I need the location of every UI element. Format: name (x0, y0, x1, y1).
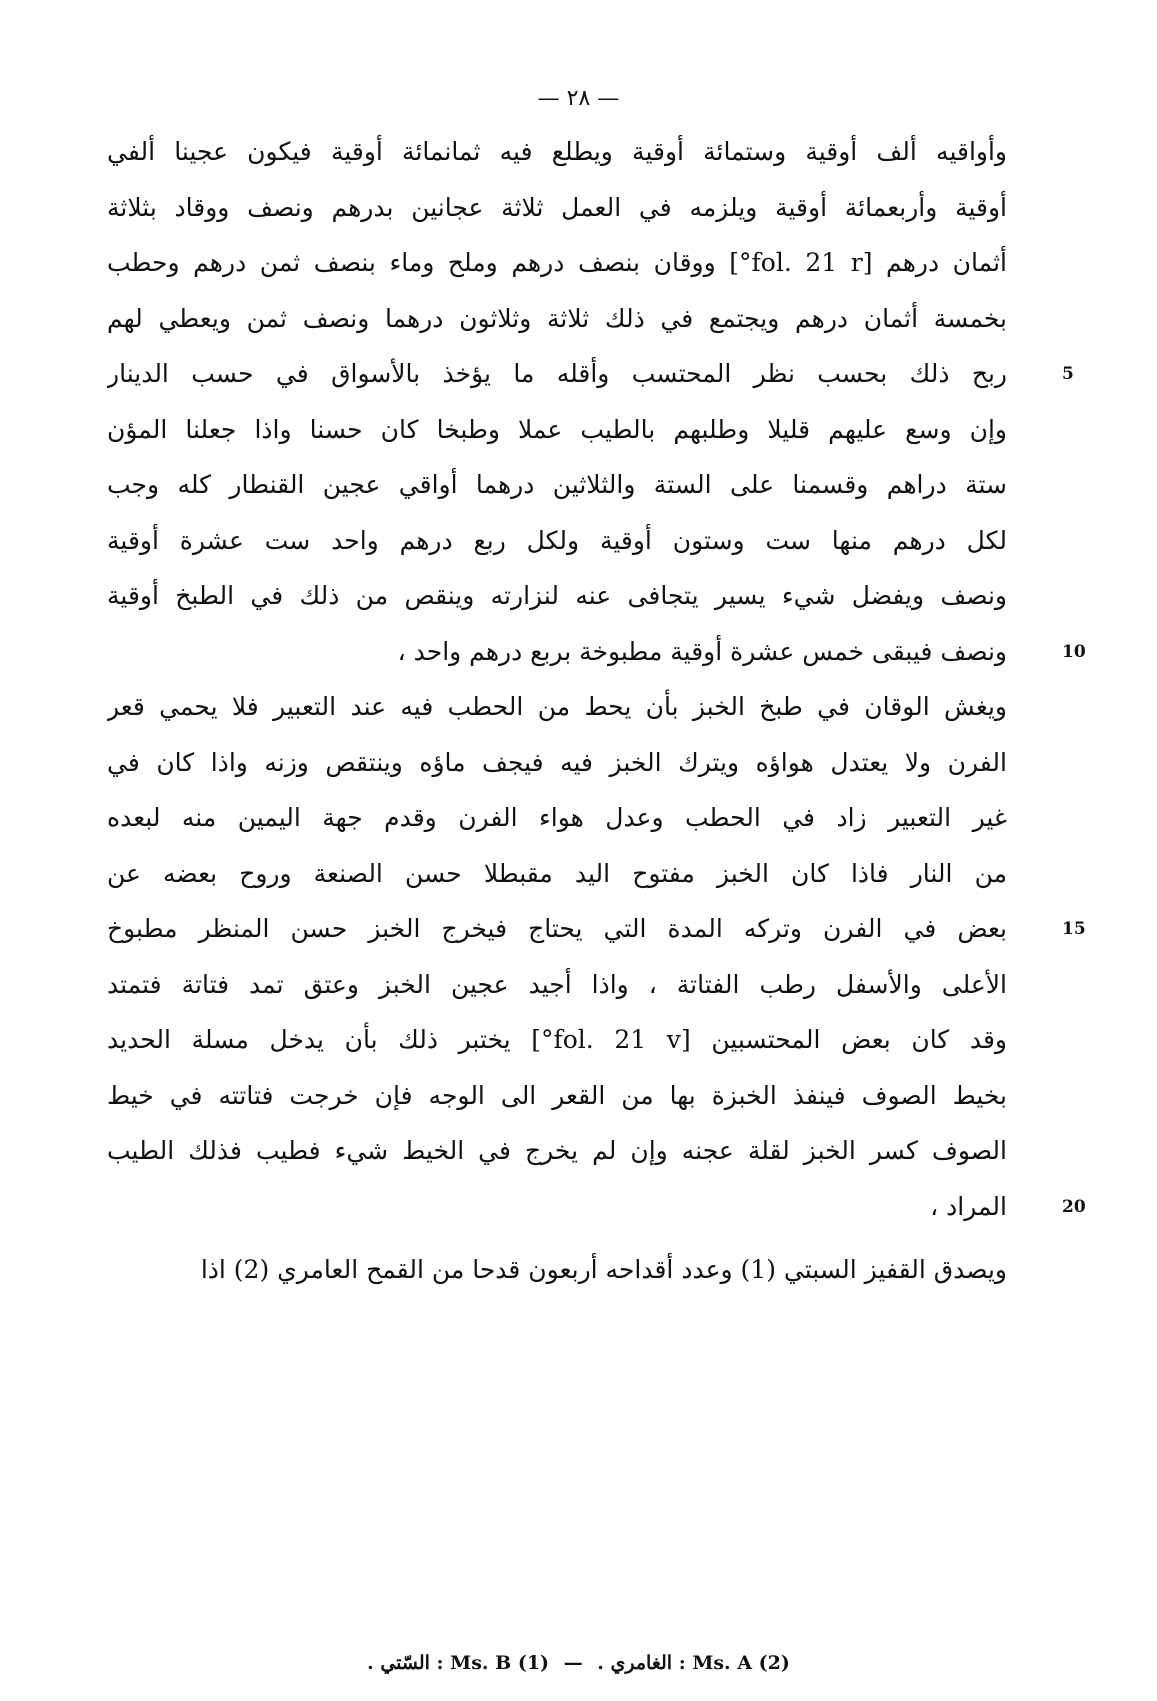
text-line: بعض في الفرن وتركه المدة التي يحتاج فيخرج الخبز حسن المنظر مطبوخ (107, 914, 1007, 943)
line-number-marker: 10 (1062, 641, 1086, 662)
text-line: ونصف ويفضل شيء يسير يتجافى عنه لنزارته وينقص من ذلك في الطبخ أوقية (107, 581, 1007, 610)
text-line: ويصدق القفيز السبتي (1) وعدد أقداحه أربعون قدحا من القمح العامري (2) اذا (200, 1255, 1007, 1284)
text-line: الصوف كسر الخبز لقلة عجنه وإن لم يخرج في الخيط شيء فطيب فذلك الطيب (107, 1136, 1007, 1165)
line-number-marker: 15 (1062, 919, 1086, 939)
text-line: الفرن ولا يعتدل هواؤه ويترك الخبز فيه فيجف ماؤه وينتقص وزنه واذا كان في (107, 747, 1007, 777)
text-line: غير التعبير زاد في الحطب وعدل هواء الفرن وقدم جهة اليمين منه لبعده (107, 803, 1007, 832)
line-number-marker: 5 (1062, 364, 1074, 384)
text-line: المراد ، (930, 1191, 1007, 1221)
page-number: — ٢٨ — (537, 86, 620, 111)
text-line: وقد كان بعض المحتسبين [fol. 21 v°] يختبر ذلك بأن يدخل مسلة الحديد (107, 1025, 1007, 1054)
text-line: الأعلى والأسفل رطب الفتاتة ، واذا أجيد عجين الخبز وعتق تمد فتاتة فتمتد (107, 969, 1007, 999)
text-line: ونصف فيبقى خمس عشرة أوقية مطبوخة بربع درهم واحد ، (397, 636, 1007, 666)
footnote-separator: — (563, 1652, 583, 1674)
text-line: ستة دراهم وقسمنا على الستة والثلاثين درهما أواقي عجين القنطار كله وجب (107, 470, 1007, 499)
text-line: من النار فاذا كان الخبز مفتوح اليد مقبطلا حسن الصنعة وروح بعضه عن (107, 858, 1007, 888)
footnotes (0, 1650, 1157, 1676)
text-line: بخيط الصوف فينفذ الخبزة بها من القعر الى الوجه فإن خرجت فتاتته في خيط (107, 1080, 1007, 1110)
text-line: ويغش الوقان في طبخ الخبز بأن يحط من الحطب فيه عند التعبير فلا يحمي قعر (107, 692, 1007, 721)
text-line: وأواقيه ألف أوقية وستمائة أوقية ويطلع فيه ثمانمائة أوقية فيكون عجينا ألفي (107, 137, 1007, 166)
text-line: أثمان درهم [fol. 21 r°] ووقان بنصف درهم وملح وماء بنصف ثمن درهم وحطب (107, 248, 1007, 277)
footnote-2: (2) Ms. A : الغامري . (597, 1652, 790, 1674)
footnote-1: (1) Ms. B : السّتي . (367, 1652, 550, 1674)
text-line: لكل درهم منها ست وستون أوقية ولكل ربع درهم واحد ست عشرة أوقية (107, 525, 1007, 555)
text-line: بخمسة أثمان درهم ويجتمع في ذلك ثلاثة وثلاثون درهما ونصف ثمن ويعطي لهم (107, 303, 1007, 333)
line-number-marker: 20 (1062, 1196, 1086, 1217)
text-line: ربح ذلك بحسب نظر المحتسب وأقله ما يؤخذ بالأسواق في حسب الدينار (107, 359, 1007, 388)
text-line: أوقية وأربعمائة أوقية ويلزمه في العمل ثلاثة عجانين بدرهم ونصف ووقاد بثلاثة (107, 192, 1007, 222)
text-line: وإن وسع عليهم قليلا وطلبهم بالطيب عملا وطبخا كان حسنا واذا جعلنا المؤن (107, 414, 1007, 444)
